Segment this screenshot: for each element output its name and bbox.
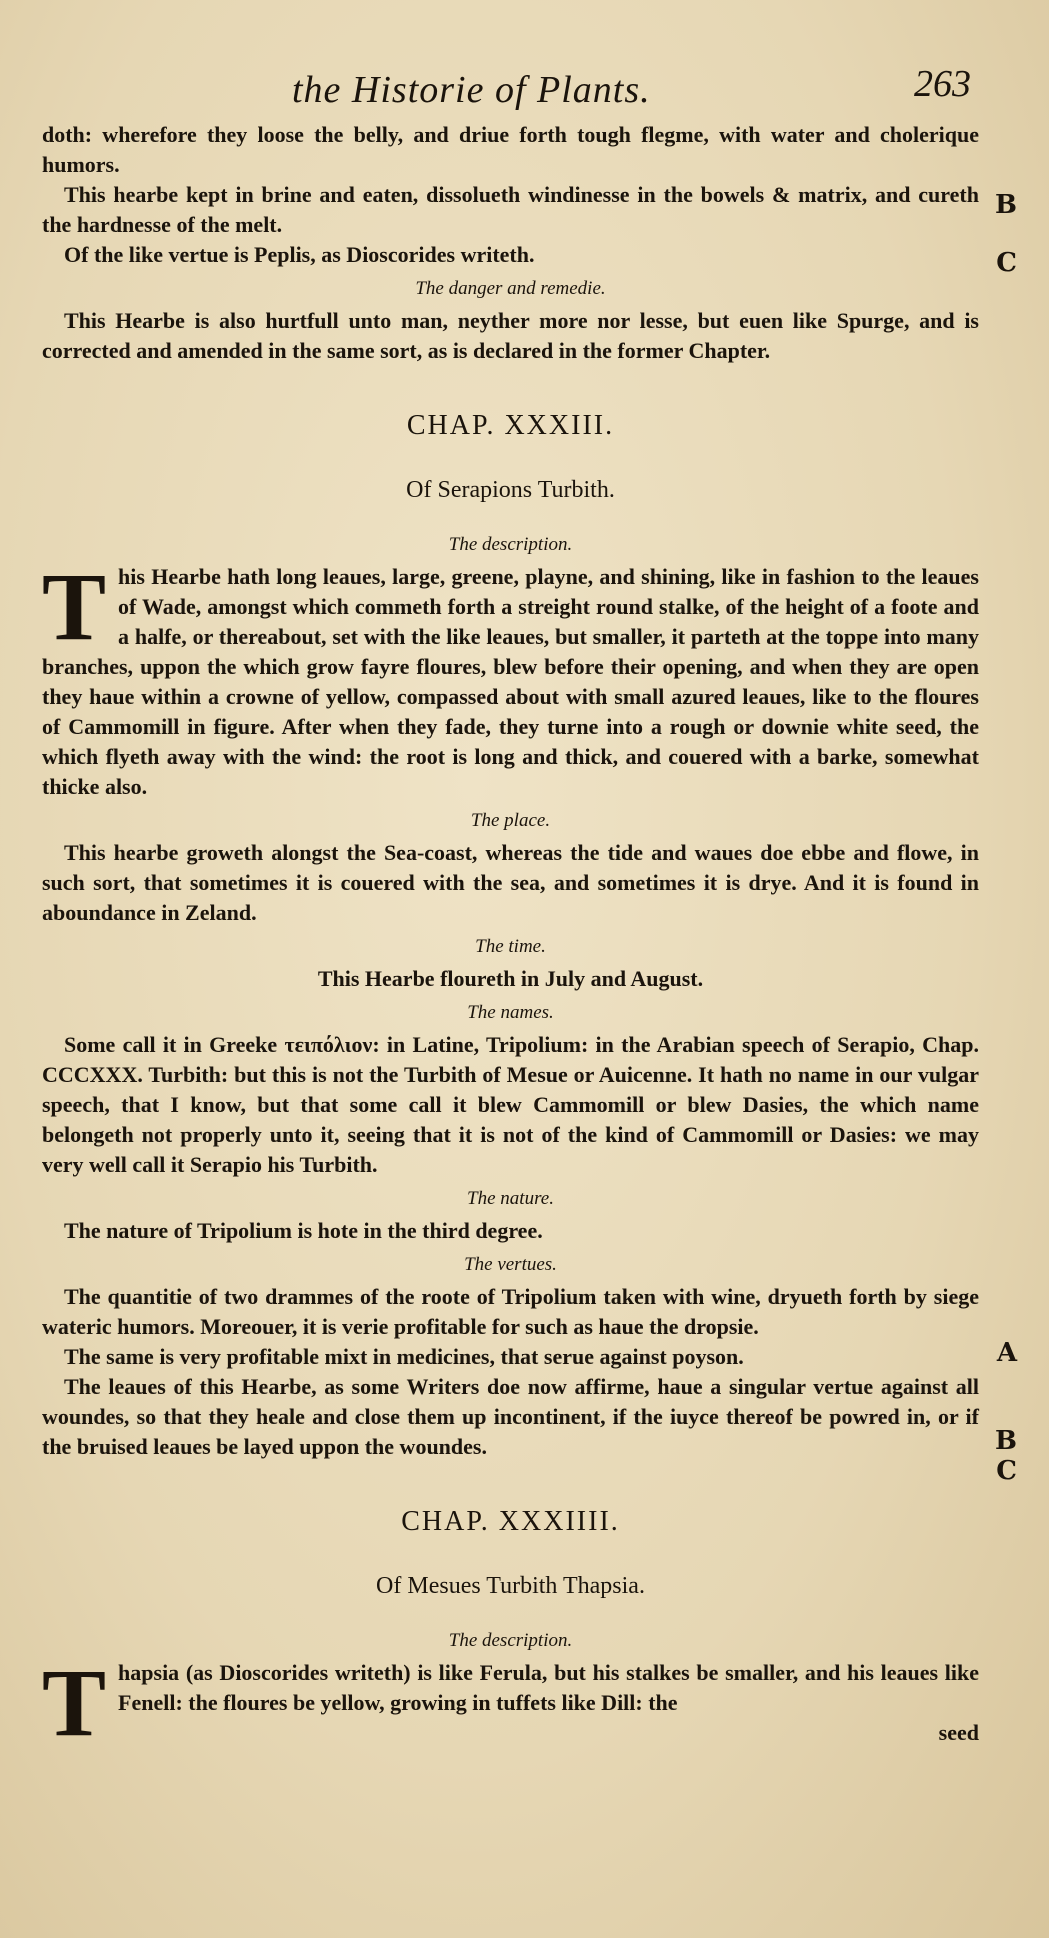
paragraph: This hearbe kept in brine and eaten, dissolueth windinesse in the bowels & matrix, and cureth the hardnesse of the melt. <box>42 182 979 237</box>
chapter-number: CHAP. XXXIII. <box>406 410 615 441</box>
page-number: 263 <box>914 63 971 105</box>
description-paragraph <box>42 553 979 802</box>
section-heading: The vertues. <box>464 1254 557 1275</box>
margin-letter: C <box>996 1456 1017 1486</box>
paragraph: The nature of Tripolium is hote in the third degree. <box>64 1218 543 1243</box>
margin-letter: A <box>996 1338 1017 1368</box>
running-title: the Historie of Plants. <box>292 69 651 111</box>
section-heading: The place. <box>470 810 551 831</box>
paragraph: The same is very profitable mixt in medicines, that serue against poyson. <box>64 1344 744 1369</box>
paragraph: This Hearbe is also hurtfull unto man, neyther more nor lesse, but euen like Spurge, and is corrected and amended in the same sort, as is declared in the former Chapter. <box>42 308 979 363</box>
paragraph: Of the like vertue is Peplis, as Dioscorides writeth. <box>64 242 535 267</box>
drop-cap: T <box>42 1649 107 1756</box>
paragraph: doth: wherefore they loose the belly, and driue forth tough flegme, with water and cholerique humors. <box>42 122 979 177</box>
chapter-number: CHAP. XXXIIII. <box>401 1506 620 1537</box>
chapter-title: Of Serapions Turbith. <box>406 477 615 503</box>
catchword: seed <box>938 1720 979 1745</box>
margin-letter: B <box>995 1426 1017 1456</box>
section-heading: The time. <box>475 936 546 957</box>
paragraph: This Hearbe floureth in July and August. <box>317 966 704 991</box>
drop-cap: T <box>42 553 107 660</box>
section-heading: The names. <box>467 1002 554 1023</box>
description-text: hapsia (as Dioscorides writeth) is like Ferula, but his stalkes be smaller, and his leaues like Fenell: the floures be yellow, growing in tuffets like Dill: the <box>118 1660 979 1715</box>
chapter-title: Of Mesues Turbith Thapsia. <box>376 1573 645 1599</box>
paragraph: This hearbe groweth alongst the Sea-coast, whereas the tide and waues doe ebbe and flowe, in such sort, that sometimes it is couered with the sea, and sometimes it is drye. And it is found in aboundance in Zeland. <box>42 840 979 925</box>
section-heading: The description. <box>448 534 573 555</box>
section-heading: The nature. <box>467 1188 554 1209</box>
page-body <box>42 120 979 1756</box>
section-heading: The danger and remedie. <box>415 278 606 299</box>
page-header <box>42 60 979 120</box>
margin-letter: C <box>996 248 1017 278</box>
margin-letter: B <box>995 190 1017 220</box>
description-text: his Hearbe hath long leaues, large, greene, playne, and shining, like in fashion to the leaues of Wade, amongst which commeth forth a streight round stalke, of the height of a foote and a halfe, or thereabout, set with the like leaues, but smaller, it parteth at the toppe into many branches, uppon the which grow fayre floures, blew before their opening, and when they are open they haue within a crowne of yellow, compassed about with small azured leaues, like to the floures of Cammomill in figure. After when they fade, they turne into a rough or downie white seed, the which flyeth away with the wind: the root is long and thick, and couered with a barke, somewhat thicke also. <box>42 564 979 799</box>
paragraph: The quantitie of two drammes of the roote of Tripolium taken with wine, dryueth forth by siege wateric humors. Moreouer, it is verie profitable for such as haue the dropsie. <box>42 1284 979 1339</box>
section-heading: The description. <box>448 1630 573 1651</box>
paragraph: Some call it in Greeke τειπόλιον: in Latine, Tripolium: in the Arabian speech of Serapio, Chap. CCCXXX. Turbith: but this is not the Turbith of Mesue or Auicenne. It hath no name in our vulgar speech, that I know, but that some call it blew Cammomill or blew Dasies, the which name belongeth not properly unto it, seeing that it is not of the kind of Cammomill or Dasies: we may very well call it Serapio his Turbith. <box>42 1032 979 1177</box>
paragraph: The leaues of this Hearbe, as some Writers doe now affirme, haue a singular vertue against all woundes, so that they heale and close them up incontinent, if the iuyce thereof be powred in, or if the bruised leaues be layed uppon the woundes. <box>42 1374 979 1459</box>
